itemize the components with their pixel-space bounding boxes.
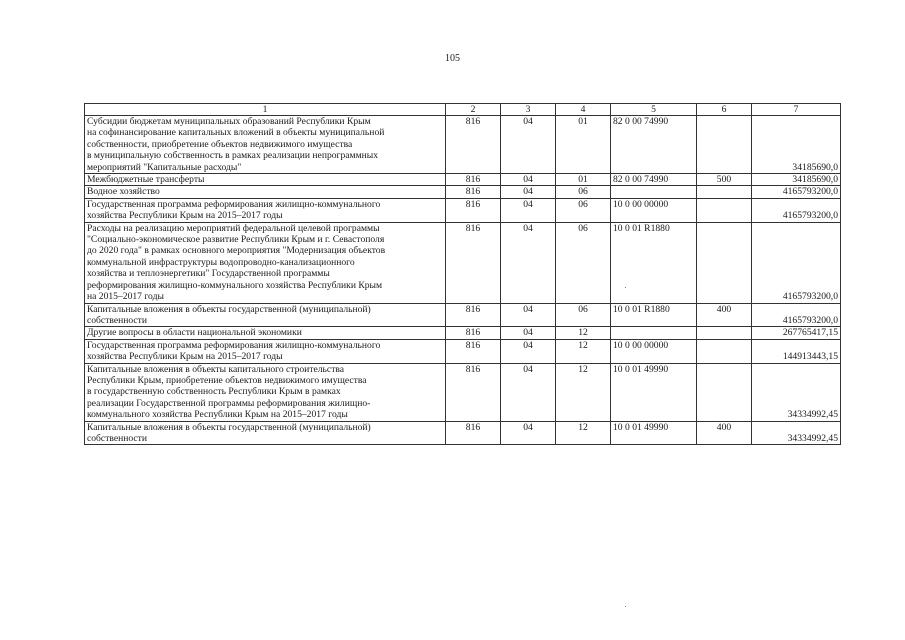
section-code-cell: 816 (446, 327, 501, 339)
subsection-code-cell: 04 (501, 421, 556, 445)
subsection-code-cell: 04 (501, 303, 556, 327)
amount-cell: 267765417,15 (752, 327, 841, 339)
target-article-cell: 10 0 00 00000 (611, 198, 697, 222)
section-code-cell: 816 (446, 198, 501, 222)
section-code-cell: 816 (446, 421, 501, 445)
scan-speck (625, 287, 626, 288)
table-row (85, 327, 841, 339)
subsection-code-cell-2: 12 (556, 421, 611, 445)
expense-type-cell (697, 339, 752, 363)
expense-type-cell: 400 (697, 303, 752, 327)
item-name-cell: Капитальные вложения в объекты государственной (муниципальной) собственности (85, 421, 446, 445)
header-cell: 5 (611, 104, 697, 116)
amount-cell: 4165793200,0 (752, 303, 841, 327)
expense-type-cell (697, 327, 752, 339)
amount-cell: 144913443,15 (752, 339, 841, 363)
expense-type-cell (697, 198, 752, 222)
section-code-cell: 816 (446, 339, 501, 363)
item-name-cell: Капитальные вложения в объекты капитального строительства Республики Крым, приобретение объектов недвижимого имущества в государственную собственность Республики Крым в рамках реализации Государственной программы реформирования жилищно- коммунального хозяйства Республики Крым на 2015–2017 годы (85, 363, 446, 421)
expense-type-cell (697, 186, 752, 198)
header-cell: 6 (697, 104, 752, 116)
budget-table (84, 103, 841, 445)
table-row (85, 198, 841, 222)
target-article-cell (611, 327, 697, 339)
amount-cell: 4165793200,0 (752, 222, 841, 303)
section-code-cell: 816 (446, 116, 501, 174)
target-article-cell (611, 186, 697, 198)
subsection-code-cell-2: 12 (556, 327, 611, 339)
expense-type-cell: 400 (697, 421, 752, 445)
header-cell: 1 (85, 104, 446, 116)
subsection-code-cell: 04 (501, 339, 556, 363)
header-cell: 2 (446, 104, 501, 116)
section-code-cell: 816 (446, 222, 501, 303)
subsection-code-cell: 04 (501, 186, 556, 198)
subsection-code-cell: 04 (501, 174, 556, 186)
subsection-code-cell-2: 06 (556, 186, 611, 198)
target-article-cell: 10 0 01 R1880 (611, 303, 697, 327)
expense-type-cell (697, 116, 752, 174)
subsection-code-cell: 04 (501, 222, 556, 303)
table-row (85, 116, 841, 174)
table-row (85, 339, 841, 363)
expense-type-cell: 500 (697, 174, 752, 186)
amount-cell: 34334992,45 (752, 363, 841, 421)
item-name-cell: Расходы на реализацию мероприятий федеральной целевой программы "Социально-экономическое развитие Республики Крым и г. Севастополя до 2020 года" в рамках основного мероприятия "Модернизация объектов коммунальной инфраструктуры водопроводно-канализационного хозяйства и теплоэнергетики" Государственной программы реформирования жилищно-коммунального хозяйства Республики Крым на 2015–2017 годы (85, 222, 446, 303)
header-row (85, 104, 841, 116)
subsection-code-cell-2: 06 (556, 198, 611, 222)
amount-cell: 34334992,45 (752, 421, 841, 445)
section-code-cell: 816 (446, 174, 501, 186)
target-article-cell: 10 0 01 49990 (611, 363, 697, 421)
item-name-cell: Субсидии бюджетам муниципальных образований Республики Крым на софинансирование капитальных вложений в объекты муниципальной собственности, приобретение объектов недвижимого имущества в муниципальную собственность в рамках реализации непрограммных мероприятий "Капитальные расходы" (85, 116, 446, 174)
subsection-code-cell-2: 01 (556, 116, 611, 174)
section-code-cell: 816 (446, 363, 501, 421)
table-row (85, 421, 841, 445)
header-cell: 7 (752, 104, 841, 116)
target-article-cell: 10 0 01 49990 (611, 421, 697, 445)
subsection-code-cell: 04 (501, 327, 556, 339)
target-article-cell: 10 0 00 00000 (611, 339, 697, 363)
subsection-code-cell-2: 12 (556, 339, 611, 363)
subsection-code-cell-2: 06 (556, 303, 611, 327)
table-row (85, 303, 841, 327)
item-name-cell: Межбюджетные трансферты (85, 174, 446, 186)
table-row (85, 174, 841, 186)
header-cell: 4 (556, 104, 611, 116)
target-article-cell: 10 0 01 R1880 (611, 222, 697, 303)
item-name-cell: Государственная программа реформирования жилищно-коммунального хозяйства Республики Крым на 2015–2017 годы (85, 339, 446, 363)
scan-speck (625, 606, 626, 607)
subsection-code-cell-2: 06 (556, 222, 611, 303)
table-row (85, 222, 841, 303)
amount-cell: 34185690,0 (752, 116, 841, 174)
target-article-cell: 82 0 00 74990 (611, 174, 697, 186)
subsection-code-cell: 04 (501, 116, 556, 174)
amount-cell: 4165793200,0 (752, 198, 841, 222)
item-name-cell: Водное хозяйство (85, 186, 446, 198)
table-row (85, 186, 841, 198)
page-number: 105 (445, 53, 460, 64)
item-name-cell: Государственная программа реформирования жилищно-коммунального хозяйства Республики Крым на 2015–2017 годы (85, 198, 446, 222)
section-code-cell: 816 (446, 303, 501, 327)
table-row (85, 363, 841, 421)
amount-cell: 4165793200,0 (752, 186, 841, 198)
amount-cell: 34185690,0 (752, 174, 841, 186)
subsection-code-cell-2: 01 (556, 174, 611, 186)
target-article-cell: 82 0 00 74990 (611, 116, 697, 174)
expense-type-cell (697, 363, 752, 421)
expense-type-cell (697, 222, 752, 303)
section-code-cell: 816 (446, 186, 501, 198)
item-name-cell: Капитальные вложения в объекты государственной (муниципальной) собственности (85, 303, 446, 327)
subsection-code-cell-2: 12 (556, 363, 611, 421)
subsection-code-cell: 04 (501, 198, 556, 222)
subsection-code-cell: 04 (501, 363, 556, 421)
header-cell: 3 (501, 104, 556, 116)
item-name-cell: Другие вопросы в области национальной экономики (85, 327, 446, 339)
